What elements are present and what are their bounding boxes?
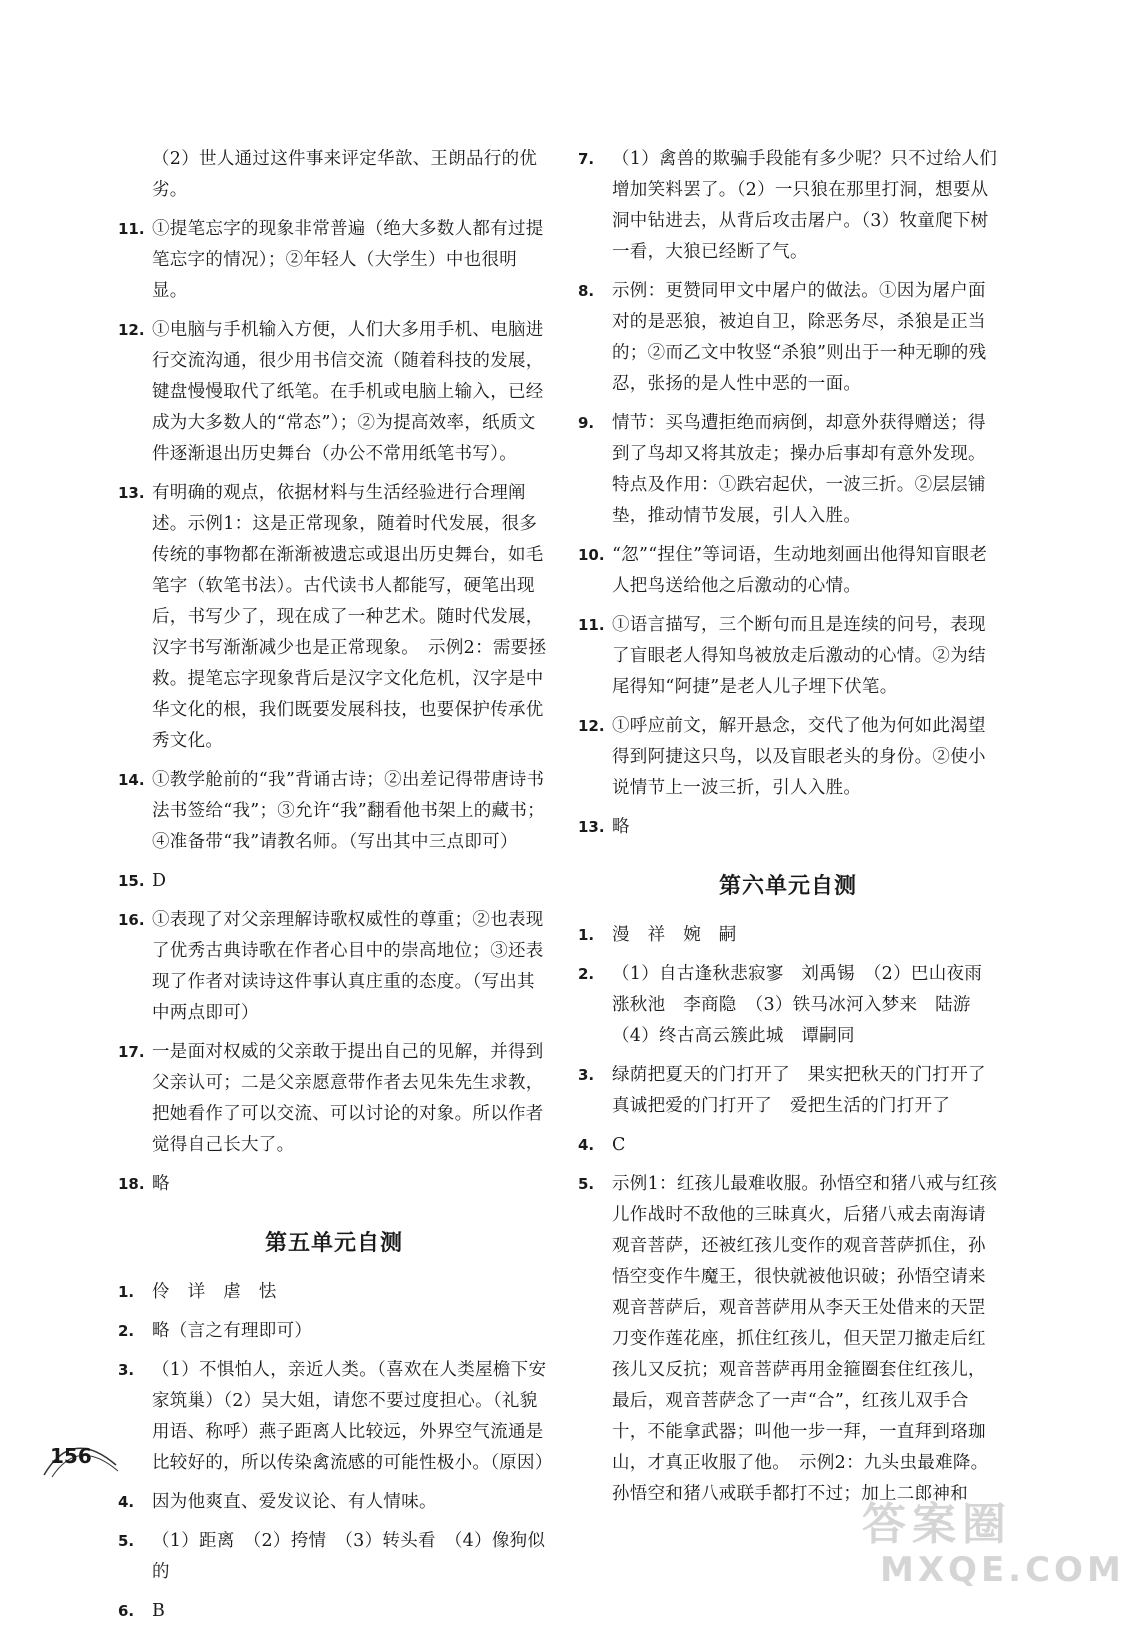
- left-column: [118, 144, 553, 1635]
- answer-item: [578, 276, 998, 400]
- answer-text: 略（言之有理即可）: [152, 1321, 313, 1341]
- answer-text: C: [612, 1135, 626, 1155]
- answer-item: [578, 812, 998, 843]
- intro-line: （2）世人通过这件事来评定华歆、王朗品行的优劣。: [152, 149, 538, 200]
- answer-item: [578, 711, 998, 804]
- answer-text: 有明确的观点，依据材料与生活经验进行合理阐述。示例1：这是正常现象，随着时代发展，很多传统的事物都在渐渐被遗忘或退出历史舞台，如毛笔字（软笔书法）。古代读书人都能写，硬笔出现后，书写少了，现在成了一种艺术。随时代发展，汉字书写渐渐减少也是正常现象。 示例2：需要拯救。提笔忘字现象背后是汉字文化危机，汉字是中华文化的根，我们既要发展科技，也要保护传承优秀文化。: [152, 483, 547, 751]
- answer-number: 3.: [578, 1066, 595, 1084]
- answer-text: 绿荫把夏天的门打开了 果实把秋天的门打开了 真诚把爱的门打开了 爱把生活的门打开了: [612, 1065, 1004, 1116]
- answer-text: ①表现了对父亲理解诗歌权威性的尊重；②也表现了优秀古典诗歌在作者心目中的崇高地位；③还表现了作者对读诗这件事认真庄重的态度。（写出其中两点即可）: [152, 910, 544, 1023]
- answer-item: [578, 610, 998, 703]
- answer-number: 10.: [578, 546, 605, 564]
- answer-item: [578, 959, 998, 1052]
- answer-number: 9.: [578, 414, 595, 432]
- answer-text: B: [152, 1601, 166, 1621]
- answer-item: [118, 1355, 553, 1479]
- answer-text: 略: [612, 817, 630, 837]
- answer-number: 11.: [578, 616, 605, 634]
- answer-item: [578, 540, 998, 602]
- answer-item: [118, 866, 550, 897]
- answer-text: 示例：更赞同甲文中屠户的做法。①因为屠户面对的是恶狼，被迫自卫，除恶务尽，杀狼是正当的；②而乙文中牧竖“杀狼”则出于一种无聊的残忍，张扬的是人性中恶的一面。: [612, 281, 987, 394]
- answer-number: 1.: [578, 926, 595, 944]
- answer-item: [578, 1130, 998, 1161]
- answer-number: 1.: [118, 1283, 135, 1301]
- answer-item: [118, 905, 550, 1029]
- answer-number: 17.: [118, 1043, 145, 1061]
- answer-text: ①语言描写，三个断句而且是连续的问号，表现了盲眼老人得知鸟被放走后激动的心情。②为结尾得知“阿捷”是老人儿子埋下伏笔。: [612, 615, 986, 697]
- answer-number: 11.: [118, 220, 145, 238]
- answer-text: 示例1：红孩儿最难收服。孙悟空和猪八戒与红孩儿作战时不敌他的三昧真火，后猪八戒去南海请观音菩萨，还被红孩儿变作的观音菩萨抓住，孙悟空变作牛魔王，很快就被他识破；孙悟空请来观音菩萨后，观音菩萨用从李天王处借来的天罡刀变作莲花座，抓住红孩儿，但天罡刀撤走后红孩儿又反抗；观音菩萨再用金箍圈套住红孩儿，最后，观音菩萨念了一声“合”，红孩儿双手合十，不能拿武器；叫他一步一拜，一直拜到珞珈山，才真正收服了他。 示例2：九头虫最难降。孙悟空和猪八戒联手都打不过；加上二郎神和: [612, 1174, 998, 1504]
- answer-text: 一是面对权威的父亲敢于提出自己的见解，并得到父亲认可；二是父亲愿意带作者去见朱先生求教，把她看作了可以交流、可以讨论的对象。所以作者觉得自己长大了。: [152, 1042, 544, 1155]
- answer-item: [118, 765, 550, 858]
- answer-number: 6.: [118, 1602, 135, 1620]
- answer-item: [118, 1316, 550, 1347]
- answer-number: 2.: [118, 1322, 135, 1340]
- section-title-unit6: 第六单元自测: [718, 874, 857, 899]
- answer-text: ①教学舱前的“我”背诵古诗；②出差记得带唐诗书法书签给“我”；③允许“我”翻看他书架上的藏书；④准备带“我”请教名师。（写出其中三点即可）: [152, 770, 545, 852]
- answer-number: 7.: [578, 150, 595, 168]
- answer-number: 8.: [578, 282, 595, 300]
- answer-text: ①电脑与手机输入方便，人们大多用手机、电脑进行交流沟通，很少用书信交流（随着科技的发展，键盘慢慢取代了纸笔。在手机或电脑上输入，已经成为大多数人的“常态”）；②为提高效率，纸质文件逐渐退出历史舞台（办公不常用纸笔书写）。: [152, 320, 544, 464]
- answer-number: 4.: [118, 1493, 135, 1511]
- answer-item: [578, 144, 998, 268]
- answer-number: 3.: [118, 1361, 135, 1379]
- watermark-logo: [862, 1488, 1125, 1596]
- left-items-top: [118, 214, 550, 1200]
- answer-text: D: [152, 871, 167, 891]
- answer-item: [118, 1277, 550, 1308]
- answer-item: [118, 1037, 550, 1161]
- answer-item: [118, 1526, 550, 1588]
- answer-item: [118, 478, 550, 757]
- answer-text: （1）禽兽的欺骗手段能有多少呢？只不过给人们增加笑料罢了。（2）一只狼在那里打洞，想要从洞中钻进去，从背后攻击屠户。（3）牧童爬下树一看，大狼已经断了气。: [612, 149, 998, 262]
- page-number: 156: [50, 1444, 92, 1468]
- answer-text: “忽”“捏住”等词语，生动地刻画出他得知盲眼老人把鸟送给他之后激动的心情。: [612, 545, 988, 596]
- answer-text: 因为他爽直、爱发议论、有人情味。: [152, 1492, 437, 1512]
- left-items-bottom: [118, 1277, 553, 1627]
- answer-number: 15.: [118, 872, 145, 890]
- watermark-domain: MXQE.COM: [880, 1550, 1125, 1590]
- answer-text: 情节：买鸟遭拒绝而病倒，却意外获得赠送；得到了鸟却又将其放走；操办后事却有意外发现。特点及作用：①跌宕起伏，一波三折。②层层铺垫，推动情节发展，引人入胜。: [612, 413, 986, 526]
- answer-item: [118, 1487, 550, 1518]
- answer-number: 13.: [118, 484, 145, 502]
- answer-text: ①呼应前文，解开悬念，交代了他为何如此渴望得到阿捷这只鸟，以及盲眼老头的身份。②使小说情节上一波三折，引人入胜。: [612, 716, 986, 798]
- answer-number: 4.: [578, 1136, 595, 1154]
- watermark-text: 答案圈: [862, 1499, 1012, 1550]
- answer-item: [118, 214, 550, 307]
- answer-number: 2.: [578, 965, 595, 983]
- answer-text: 略: [152, 1174, 170, 1194]
- answer-number: 5.: [118, 1532, 135, 1550]
- answer-text: ①提笔忘字的现象非常普遍（绝大多数人都有过提笔忘字的情况）；②年轻人（大学生）中也很明显。: [152, 219, 544, 301]
- answer-text: 漫 祥 婉 嗣: [612, 925, 737, 945]
- answer-number: 12.: [118, 321, 145, 339]
- answer-item: [118, 315, 550, 470]
- answer-item: [578, 1060, 1004, 1122]
- answer-number: 13.: [578, 818, 605, 836]
- answer-item: [118, 1596, 550, 1627]
- answer-text: 伶 详 虐 怯: [152, 1282, 277, 1302]
- answer-number: 14.: [118, 771, 145, 789]
- answer-number: 5.: [578, 1175, 595, 1193]
- section-title-unit5: 第五单元自测: [264, 1231, 403, 1256]
- answer-text: （1）距离 （2）挎情 （3）转头看 （4）像狗似的: [152, 1531, 546, 1582]
- answer-text: （1）不惧怕人，亲近人类。（喜欢在人类屋檐下安家筑巢）（2）吴大姐，请您不要过度担心。（礼貌用语、称呼）燕子距离人比较远，外界空气流通是比较好的，所以传染禽流感的可能性极小。（原因）: [152, 1360, 553, 1473]
- answer-item: [578, 920, 998, 951]
- answer-item: [578, 1169, 998, 1510]
- answer-item: [118, 1169, 550, 1200]
- answer-item: [578, 408, 998, 532]
- answer-number: 12.: [578, 717, 605, 735]
- right-items-bottom: [578, 920, 1004, 1510]
- right-items-top: [578, 144, 998, 843]
- answer-text: （1）自古逢秋悲寂寥 刘禹锡 （2）巴山夜雨涨秋池 李商隐 （3）铁马冰河入梦来 陆游 （4）终古高云簇此城 谭嗣同: [612, 964, 989, 1046]
- answer-number: 18.: [118, 1175, 145, 1193]
- answer-number: 16.: [118, 911, 145, 929]
- right-column: [578, 144, 1004, 1518]
